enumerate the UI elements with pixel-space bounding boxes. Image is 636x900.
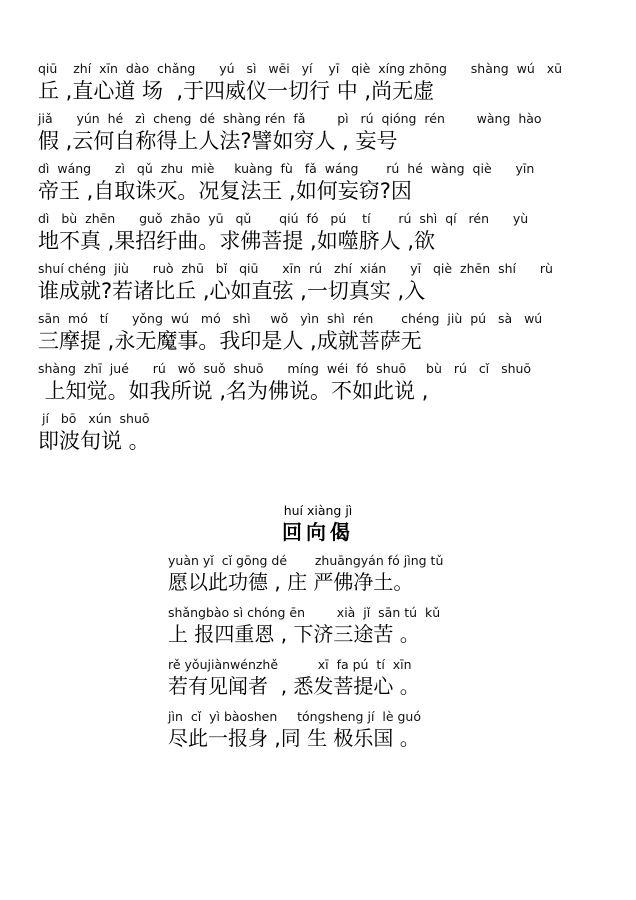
- hanzi-line-4: 地不真 ,果招纡曲。求佛菩提 ,如噬脐人 ,欲: [38, 229, 436, 253]
- verse-pinyin-2: shǎngbào sì chóng ēn xià jǐ sān tú kǔ: [168, 605, 441, 620]
- verse-hanzi-3: 若有见闻者 , 悉发菩提心 。: [168, 674, 420, 698]
- verse-pinyin-3: rě yǒujiànwénzhě xī fa pú tí xīn: [168, 657, 412, 672]
- hanzi-line-2: 假 ,云何自称得上人法?譬如穷人 , 妄号: [38, 129, 398, 153]
- verse-pinyin-4: jìn cǐ yì bàoshen tóngsheng jí lè guó: [168, 709, 422, 724]
- verse-pinyin-1: yuàn yǐ cǐ gōng dé zhuāngyán fó jìng tǔ: [168, 553, 444, 568]
- pinyin-line-8: jí bō xún shuō: [38, 411, 150, 426]
- hanzi-line-1: 丘 ,直心道 场 ,于四威仪一切行 中 ,尚无虚: [38, 79, 435, 103]
- pinyin-line-4: dì bù zhēn guǒ zhāo yū qǔ qiú fó pú tí rú shì qí rén yù: [38, 211, 529, 226]
- pinyin-line-2: jiǎ yún hé zì cheng dé shàng rén fǎ pì rú qióng rén wàng hào: [38, 111, 542, 126]
- verse-hanzi-4: 尽此一报身 ,同 生 极乐国 。: [168, 726, 420, 750]
- sutra-passage: [38, 60, 604, 460]
- pinyin-line-1: qiū zhí xīn dào chǎng yú sì wēi yí yī qiè xíng zhōng shàng wú xū: [38, 61, 563, 76]
- pinyin-line-5: shuí chéng jiù ruò zhū bǐ qiū xīn rú zhí xián yī qiè zhēn shí rù: [38, 261, 553, 276]
- pinyin-line-7: shàng zhī jué rú wǒ suǒ shuō míng wéi fó shuō bù rú cǐ shuō: [38, 361, 532, 376]
- verse-hanzi-1: 愿以此功德 , 庄 严佛净土。: [168, 570, 414, 594]
- pinyin-line-6: sān mó tí yǒng wú mó shì wǒ yìn shì rén chéng jiù pú sà wú: [38, 311, 543, 326]
- dedication-title: 回向偈: [282, 520, 354, 544]
- hanzi-line-5: 谁成就?若诸比丘 ,心如直弦 ,一切真实 ,入: [38, 279, 426, 303]
- pinyin-line-3: dì wáng zì qǔ zhu miè kuàng fù fǎ wáng rú hé wàng qiè yīn: [38, 161, 535, 176]
- hanzi-line-3: 帝王 ,自取诛灭。况复法王 ,如何妄窃?因: [38, 179, 412, 203]
- dedication-title-block: [0, 503, 636, 545]
- verse-hanzi-2: 上 报四重恩 , 下济三途苦 。: [168, 622, 420, 646]
- hanzi-line-6: 三摩提 ,永无魔事。我印是人 ,成就菩萨无: [38, 329, 422, 353]
- dedication-verse: [168, 553, 488, 761]
- hanzi-line-8: 即波旬说 。: [38, 429, 150, 453]
- hanzi-line-7: 上知觉。如我所说 ,名为佛说。不如此说 ,: [38, 379, 429, 403]
- dedication-title-pinyin: huí xiàng jì: [283, 503, 353, 518]
